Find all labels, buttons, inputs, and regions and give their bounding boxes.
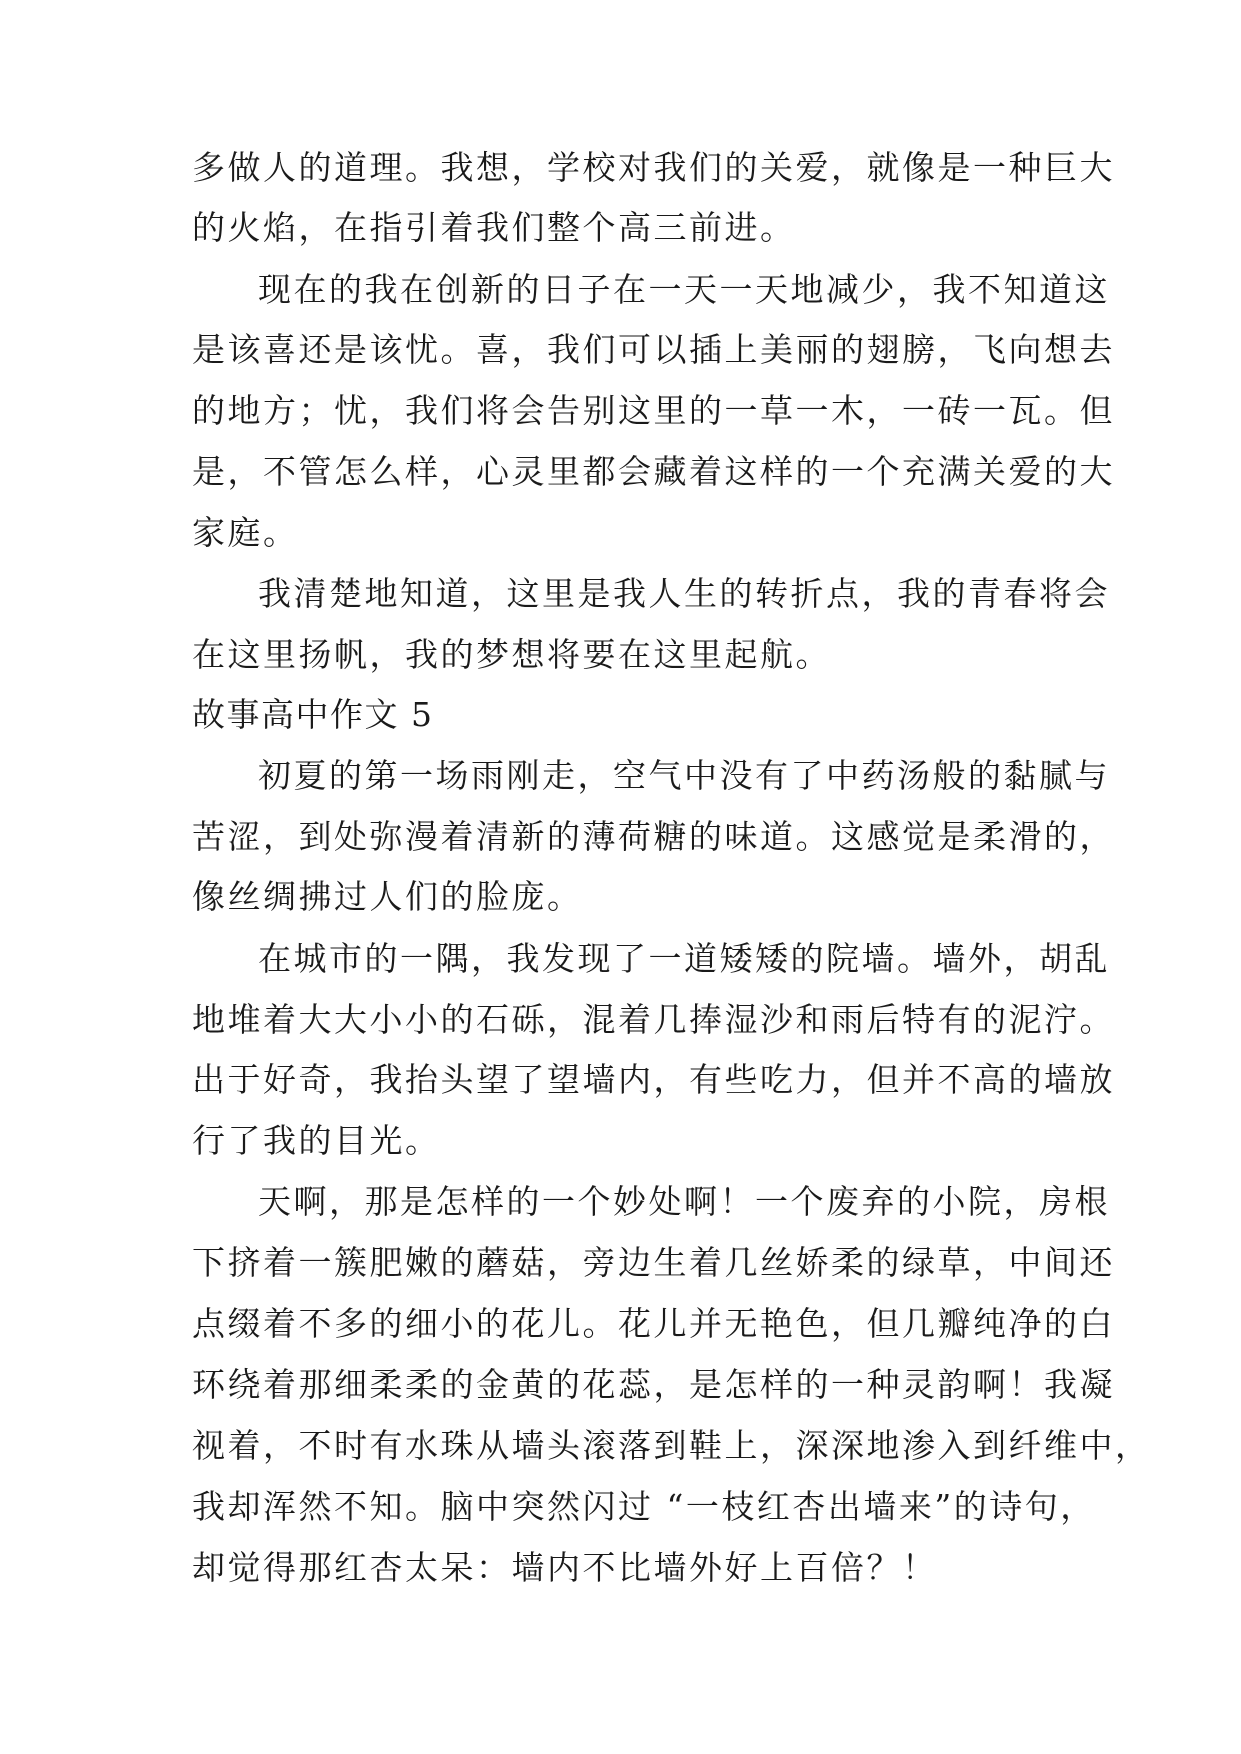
paragraph-start-line: 在城市的一隅，我发现了一道矮矮的院墙。墙外，胡乱 bbox=[258, 939, 1110, 978]
text-line: 家庭。 bbox=[192, 513, 299, 552]
paragraph-start-line: 天啊，那是怎样的一个妙处啊！一个废弃的小院，房根 bbox=[258, 1182, 1110, 1221]
text-line: 是，不管怎么样，心灵里都会藏着这样的一个充满关爱的大 bbox=[192, 452, 1115, 491]
text-line: 视着，不时有水珠从墙头滚落到鞋上，深深地渗入到纤维中， bbox=[192, 1426, 1151, 1465]
text-line: 出于好奇，我抬头望了望墙内，有些吃力，但并不高的墙放 bbox=[192, 1060, 1115, 1099]
paragraph-start-line: 现在的我在创新的日子在一天一天地减少，我不知道这 bbox=[258, 270, 1110, 309]
text-line: 多做人的道理。我想，学校对我们的关爱，就像是一种巨大 bbox=[192, 148, 1115, 187]
text-line: 是该喜还是该忧。喜，我们可以插上美丽的翅膀，飞向想去 bbox=[192, 330, 1115, 369]
text-line: 下挤着一簇肥嫩的蘑菇，旁边生着几丝娇柔的绿草，中间还 bbox=[192, 1243, 1115, 1282]
text-line: 点缀着不多的细小的花儿。花儿并无艳色，但几瓣纯净的白 bbox=[192, 1304, 1115, 1343]
text-line: 像丝绸拂过人们的脸庞。 bbox=[192, 877, 583, 916]
text-line: 我却浑然不知。脑中突然闪过 “一枝红杏出墙来”的诗句， bbox=[192, 1487, 1096, 1526]
text-line: 环绕着那细柔柔的金黄的花蕊，是怎样的一种灵韵啊！我凝 bbox=[192, 1365, 1115, 1404]
text-line: 的火焰，在指引着我们整个高三前进。 bbox=[192, 208, 796, 247]
paragraph-start-line: 初夏的第一场雨刚走，空气中没有了中药汤般的黏腻与 bbox=[258, 756, 1110, 795]
section-heading: 故事高中作文 5 bbox=[192, 695, 434, 734]
text-line: 却觉得那红杏太呆：墙内不比墙外好上百倍？！ bbox=[192, 1548, 938, 1587]
text-line: 苦涩，到处弥漫着清新的薄荷糖的味道。这感觉是柔滑的， bbox=[192, 817, 1115, 856]
text-line: 的地方；忧，我们将会告别这里的一草一木，一砖一瓦。但 bbox=[192, 391, 1115, 430]
text-line: 在这里扬帆，我的梦想将要在这里起航。 bbox=[192, 635, 831, 674]
paragraph-start-line: 我清楚地知道，这里是我人生的转折点，我的青春将会 bbox=[258, 574, 1110, 613]
text-line: 地堆着大大小小的石砾，混着几捧湿沙和雨后特有的泥泞。 bbox=[192, 1000, 1115, 1039]
text-line: 行了我的目光。 bbox=[192, 1121, 441, 1160]
